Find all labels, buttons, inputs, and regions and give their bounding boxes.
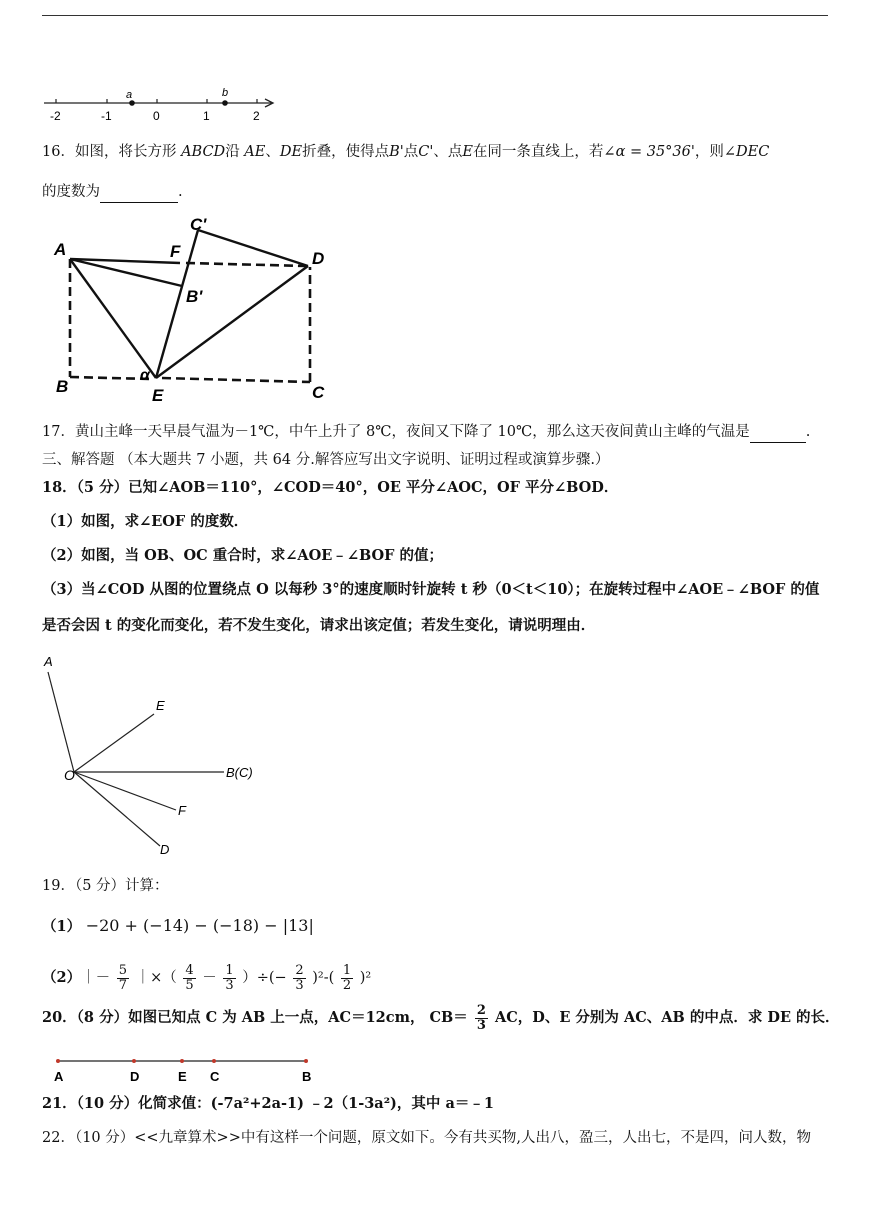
angle-rays-figure [40, 650, 270, 862]
number-line-figure [40, 84, 280, 124]
fig18-label-F: F [178, 803, 186, 818]
question-18-part3a: （3）当∠COD 从图的位置绕点 O 以每秒 3°的速度顺时针旋转 t 秒（0＜t＜10）；在旋转过程中∠AOE﹣∠BOF 的值 [42, 581, 820, 598]
fig16-label-A: A [54, 240, 67, 259]
fig16-label-Bp: B' [186, 287, 203, 306]
point-b [222, 100, 228, 106]
fig16-label-D: D [312, 249, 325, 268]
question-16-line2: 的度数为 . [42, 182, 830, 203]
fig18-label-O: O [64, 767, 75, 783]
fig20-label-B: B [302, 1069, 312, 1084]
fraction: $\frac{2}{3}$ [476, 1002, 486, 1033]
tick-label: -2 [50, 109, 61, 123]
question-18-part3b: 是否会因 t 的变化而变化，若不发生变化，请求出该定值；若发生变化，请说明理由． [42, 617, 596, 634]
section-heading: 三、解答题 （本大题共 7 小题，共 64 分.解答应写出文字说明、证明过程或演算步骤.） [42, 452, 610, 468]
fig18-label-A: A [44, 654, 53, 669]
question-22: 22．（10 分）<<九章算术>>中有这样一个问题，原文如下。今有共买物,人出八，盈三，人出七，不是四，问人数，物 [42, 1130, 811, 1146]
fig16-label-alpha: α [140, 367, 150, 384]
label-b: b [222, 87, 229, 99]
fig18-label-D: D [160, 842, 170, 857]
fraction: $\frac{5}{7}$ [118, 962, 127, 993]
fraction: $\frac{4}{5}$ [185, 962, 194, 993]
fig20-label-C: C [210, 1069, 220, 1084]
fig16-label-E: E [152, 386, 164, 405]
fig18-label-E: E [156, 698, 165, 713]
answer-blank [100, 182, 178, 203]
header-rule [42, 15, 828, 16]
point-A [56, 1059, 60, 1063]
fig16-label-F: F [170, 242, 181, 261]
fig20-label-D: D [130, 1069, 140, 1084]
question-20: 20．（8 分）如图已知点 C 为 AB 上一点，AC＝12cm， CB＝ $\frac{2}{3}$ AC，D、E 分别为 AC、AB 的中点．求 DE 的长． [42, 1002, 840, 1033]
tick-label: -1 [101, 109, 112, 123]
fig16-label-C: C [312, 383, 325, 402]
tick-label: 1 [203, 109, 210, 123]
fraction: $\frac{1}{3}$ [225, 962, 234, 993]
point-B [304, 1059, 308, 1063]
fig18-label-BC: B(C) [226, 765, 253, 780]
fig16-label-Cp: C' [190, 215, 207, 234]
question-18-stem: 18．（5 分）已知∠AOB＝110°，∠COD＝40°，OE 平分∠AOC，OF 平分∠BOD． [42, 479, 619, 496]
point-a [129, 100, 135, 106]
question-16-line1: 16．如图，将长方形 ABCD沿 AE、DE折叠，使得点B'点C'、点E在同一条直线上，若∠α = 35°36'，则∠DEC [42, 144, 770, 160]
fig20-label-E: E [178, 1069, 187, 1084]
point-E [180, 1059, 184, 1063]
fig16-label-B: B [56, 377, 69, 396]
question-18-part1: （1）如图，求∠EOF 的度数． [42, 513, 249, 530]
point-C [212, 1059, 216, 1063]
question-21: 21．（10 分）化简求值：(-7a²+2a-1) ﹣2（1-3a²)，其中 a＝﹣1 [42, 1095, 494, 1112]
tick-label: 2 [253, 109, 260, 123]
segment-figure [48, 1054, 328, 1088]
question-19-part1: （1） −20 + (−14) − (−18) − |13| [42, 916, 314, 935]
fig20-label-A: A [54, 1069, 64, 1084]
label-a: a [126, 89, 133, 101]
question-17: 17．黄山主峰一天早晨气温为－1℃，中午上升了 8℃，夜间又下降了 10℃，那么这天夜间黄山主峰的气温是 . [42, 422, 830, 443]
fold-rectangle-figure [48, 212, 348, 408]
question-19-part2: （2）｜－ $\frac{5}{7}$ ｜×（ $\frac{4}{5}$ － $\frac{1}{3}$ ）÷(− $\frac{2}{3}$ )²-( $\frac{1}{2}$ )² [42, 962, 372, 993]
expression-1: −20 + (−14) − (−18) − |13| [85, 916, 314, 935]
answer-blank [750, 422, 806, 443]
fraction: $\frac{1}{2}$ [342, 962, 352, 993]
fraction: $\frac{2}{3}$ [295, 962, 304, 993]
question-19-stem: 19．（5 分）计算： [42, 878, 169, 894]
point-D [132, 1059, 136, 1063]
question-18-part2: （2）如图，当 OB、OC 重合时，求∠AOE﹣∠BOF 的值； [42, 547, 443, 564]
tick-label: 0 [153, 109, 160, 123]
